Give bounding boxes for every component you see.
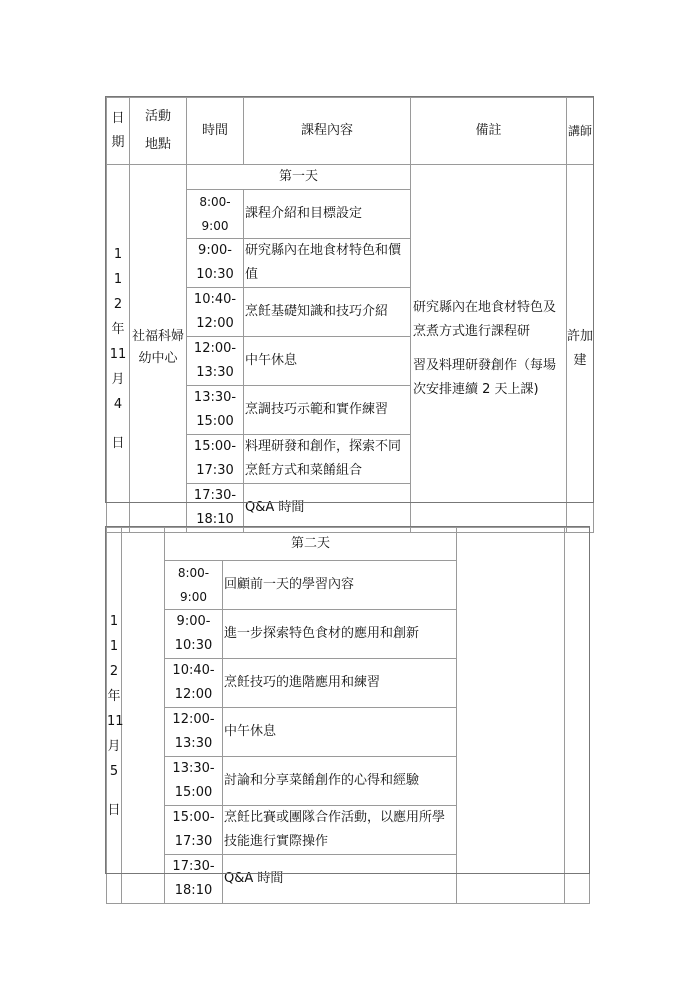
header-date <box>107 98 130 165</box>
session-time-end: 13:30 <box>174 736 213 751</box>
session-time-end: 13:30 <box>196 365 234 380</box>
session-time <box>165 757 223 806</box>
session-content: 烹飪基礎知識和技巧介紹 <box>244 288 411 337</box>
header-time: 時間 <box>187 98 244 165</box>
day1-date-char: 1 <box>113 246 123 262</box>
day2-date <box>107 528 122 904</box>
session-content: Q&A 時間 <box>244 484 411 533</box>
session-time <box>187 239 244 288</box>
day2-date-char: 5 <box>109 763 119 779</box>
session-time-start: 9:00- <box>198 243 232 258</box>
session-content: 烹調技巧示範和實作練習 <box>244 386 411 435</box>
day1-title: 第一天 <box>187 165 411 190</box>
day2-venue <box>122 528 165 904</box>
session-time-start: 17:30- <box>193 488 237 503</box>
session-time <box>165 610 223 659</box>
session-time-start: 12:00- <box>193 341 237 356</box>
session-time-start: 15:00- <box>172 810 215 825</box>
day1-date-char: 11 <box>109 346 127 362</box>
day2-date-char: 月 <box>107 738 121 754</box>
session-content: 回顧前一天的學習內容 <box>223 561 457 610</box>
session-time-start: 13:30- <box>193 390 237 405</box>
session-time-end: 12:00 <box>196 316 234 331</box>
session-time-end: 17:30 <box>196 463 234 478</box>
day1-date-char: 月 <box>111 371 125 387</box>
day1-date-char: 1 <box>113 271 123 287</box>
session-time-start: 13:30- <box>172 761 215 776</box>
session-time-end: 12:00 <box>174 687 213 702</box>
session-time <box>187 288 244 337</box>
schedule-table-day1 <box>106 97 594 533</box>
session-time-start: 17:30- <box>172 859 215 874</box>
header-venue-line1: 活動 <box>144 109 171 124</box>
session-content: 討論和分享菜餚創作的心得和經驗 <box>223 757 457 806</box>
session-time-end: 17:30 <box>174 834 213 849</box>
session-time <box>187 386 244 435</box>
header-content: 課程內容 <box>244 98 411 165</box>
session-content: 中午休息 <box>244 337 411 386</box>
session-time: 8:00-9:00 <box>165 561 223 610</box>
session-time <box>187 337 244 386</box>
session-time-start: 9:00- <box>176 614 211 629</box>
day2-date-char: 11 <box>107 713 124 729</box>
day2-title: 第二天 <box>165 528 457 561</box>
day1-date <box>107 165 130 533</box>
session-time-end: 18:10 <box>196 512 234 527</box>
day1-date-char: 4 <box>113 396 123 412</box>
header-instructor: 講師 <box>567 98 594 165</box>
header-date-text: 日期 <box>111 111 125 150</box>
session-content: 進一步探索特色食材的應用和創新 <box>223 610 457 659</box>
day2-instructor <box>565 528 590 904</box>
day1-date-char: 2 <box>113 296 123 312</box>
session-content: 料理研發和創作，探索不同烹飪方式和菜餚組合 <box>244 435 411 484</box>
day1-instructor <box>567 165 594 533</box>
session-time <box>165 855 223 904</box>
day1-date-char: 日 <box>111 435 125 451</box>
session-time: 8:00-9:00 <box>187 190 244 239</box>
session-content: 課程介紹和目標設定 <box>244 190 411 239</box>
day1-venue-text: 社福科婦幼中心 <box>132 329 185 366</box>
session-content: Q&A 時間 <box>223 855 457 904</box>
day2-date-char: 1 <box>109 613 119 629</box>
day2-date-char: 日 <box>107 802 121 818</box>
session-content: 研究縣內在地食材特色和價值 <box>244 239 411 288</box>
session-time <box>165 659 223 708</box>
session-time-end: 15:00 <box>196 414 234 429</box>
session-content: 烹飪技巧的進階應用和練習 <box>223 659 457 708</box>
session-time-end: 10:30 <box>196 267 234 282</box>
session-time-end: 18:10 <box>174 883 213 898</box>
session-time-start: 12:00- <box>172 712 215 727</box>
session-time <box>187 435 244 484</box>
day1-venue <box>130 165 187 533</box>
schedule-table-day2 <box>106 527 590 904</box>
day1-note-line2: 習及料理研發創作（每場次安排連續 2 天上課) <box>413 357 557 397</box>
session-content: 中午休息 <box>223 708 457 757</box>
day1-instructor-text: 許加建 <box>567 328 594 368</box>
session-time-end: 10:30 <box>174 638 213 653</box>
session-time-start: 15:00- <box>193 439 237 454</box>
session-time-end: 15:00 <box>174 785 213 800</box>
header-venue <box>130 98 187 165</box>
session-time <box>187 484 244 533</box>
header-venue-line2: 地點 <box>144 137 171 152</box>
session-content: 烹飪比賽或團隊合作活動，以應用所學技能進行實際操作 <box>223 806 457 855</box>
header-notes: 備註 <box>411 98 567 165</box>
session-time <box>165 708 223 757</box>
day1-date-char: 年 <box>111 321 125 337</box>
session-time-start: 10:40- <box>172 663 215 678</box>
session-time <box>165 806 223 855</box>
day1-note-line1: 研究縣內在地食材特色及烹煮方式進行課程研 <box>413 299 557 339</box>
day1-notes <box>411 165 567 533</box>
session-time-start: 10:40- <box>193 292 237 307</box>
day2-date-char: 2 <box>109 663 119 679</box>
day2-date-char: 年 <box>107 688 121 704</box>
day2-date-char: 1 <box>109 638 119 654</box>
day2-notes <box>457 528 565 904</box>
